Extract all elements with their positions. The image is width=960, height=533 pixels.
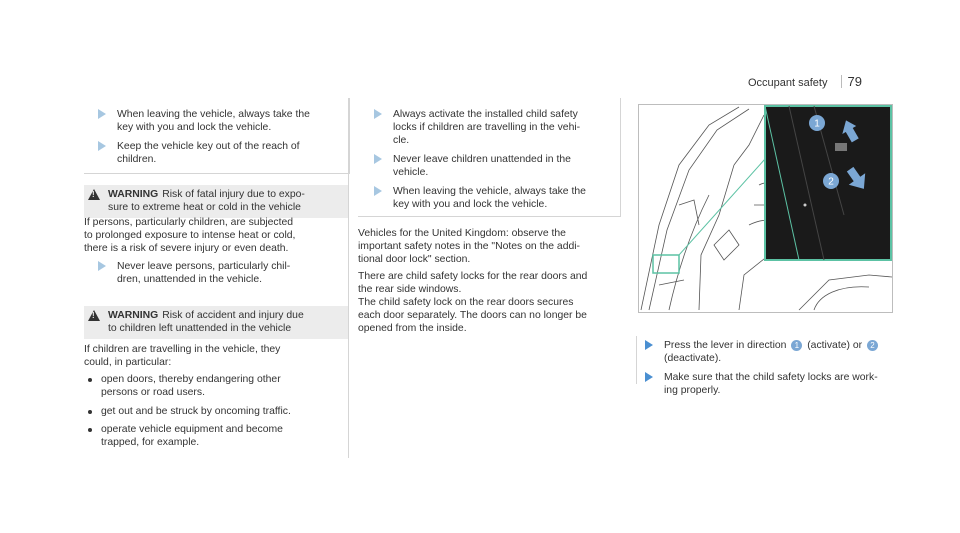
step-item bbox=[374, 108, 614, 147]
step-item bbox=[374, 153, 614, 179]
bullet-item bbox=[88, 405, 346, 418]
warning-triangle-icon bbox=[88, 310, 100, 321]
callout-line bbox=[679, 159, 765, 255]
bullet-dot bbox=[88, 428, 92, 432]
step-text: Make sure that the child safety locks are work- ing properly. bbox=[664, 372, 878, 396]
callout-2-number: 2 bbox=[828, 176, 834, 188]
step-item bbox=[645, 339, 893, 365]
warning-body: If children are travelling in the vehicle, they could, in particular: bbox=[84, 344, 281, 368]
page-header bbox=[748, 75, 862, 90]
step-arrow-icon bbox=[374, 186, 382, 196]
warning-title: Risk of accident and injury due to children left unattended in the vehicle bbox=[108, 310, 304, 334]
bullet-dot bbox=[88, 410, 92, 414]
step-text: When leaving the vehicle, always take the key with you and lock the vehicle. bbox=[393, 186, 586, 210]
step-item bbox=[98, 260, 348, 286]
step-text: When leaving the vehicle, always take the key with you and lock the vehicle. bbox=[117, 109, 310, 133]
lever-highlight bbox=[653, 255, 679, 273]
bullet-text: get out and be struck by oncoming traffic. bbox=[101, 406, 291, 417]
step-text: Keep the vehicle key out of the reach of children. bbox=[117, 141, 300, 165]
step-item bbox=[374, 185, 614, 211]
door-drawing bbox=[639, 105, 892, 312]
step-item bbox=[98, 140, 348, 166]
callout-1-number: 1 bbox=[814, 118, 820, 130]
lever-shape bbox=[835, 143, 847, 151]
warning-title: Risk of fatal injury due to expo- sure to extreme heat or cold in the vehicle bbox=[108, 189, 305, 213]
warning-header bbox=[84, 306, 348, 339]
step-arrow-icon bbox=[374, 109, 382, 119]
bullet-dot bbox=[88, 378, 92, 382]
step-arrow-icon bbox=[98, 109, 106, 119]
step-text: Always activate the installed child safety locks if children are travelling in the vehi- cle. bbox=[393, 109, 581, 146]
bullet-item bbox=[88, 423, 346, 449]
warning-body: If persons, particularly children, are subjected to prolonged exposure to intense heat or cold, there is a risk of severe injury or even death. bbox=[84, 217, 296, 254]
info-paragraph: There are child safety locks for the rear doors and the rear side windows. The child safety lock on the rear doors secures each door separately. The doors can no longer be opened from the inside. bbox=[358, 271, 588, 334]
child-lock-illustration bbox=[638, 104, 893, 313]
step-arrow-icon bbox=[645, 372, 653, 382]
section-title: Occupant safety bbox=[747, 77, 828, 89]
page-number: 79 bbox=[841, 75, 862, 88]
column-divider bbox=[636, 336, 637, 384]
bullet-text: open doors, thereby endangering other persons or road users. bbox=[101, 374, 281, 398]
step-text: Never leave children unattended in the vehicle. bbox=[393, 154, 571, 178]
warning-label: WARNING bbox=[108, 310, 159, 321]
callout-1-number: 1 bbox=[791, 340, 802, 351]
step-text: Never leave persons, particularly chil- dren, unattended in the vehicle. bbox=[117, 261, 291, 285]
bullet-item bbox=[88, 373, 346, 399]
column-divider bbox=[348, 98, 349, 458]
warning-triangle-icon bbox=[88, 189, 100, 200]
step-item bbox=[98, 108, 348, 134]
step-arrow-icon bbox=[374, 154, 382, 164]
step-arrow-icon bbox=[98, 261, 106, 271]
step-item bbox=[645, 371, 893, 397]
info-paragraph: Vehicles for the United Kingdom: observe the important safety notes in the "Notes on the addi- tional door lock" section. bbox=[358, 228, 581, 265]
warning-label: WARNING bbox=[108, 189, 159, 200]
step-text: Press the lever in direction 1 (activate) or 2 (deactivate). bbox=[664, 339, 880, 365]
step-arrow-icon bbox=[645, 340, 653, 350]
warning-header bbox=[84, 185, 348, 218]
callout-2-number: 2 bbox=[867, 340, 878, 351]
bullet-text: operate vehicle equipment and become trapped, for example. bbox=[101, 424, 283, 448]
step-arrow-icon bbox=[98, 141, 106, 151]
